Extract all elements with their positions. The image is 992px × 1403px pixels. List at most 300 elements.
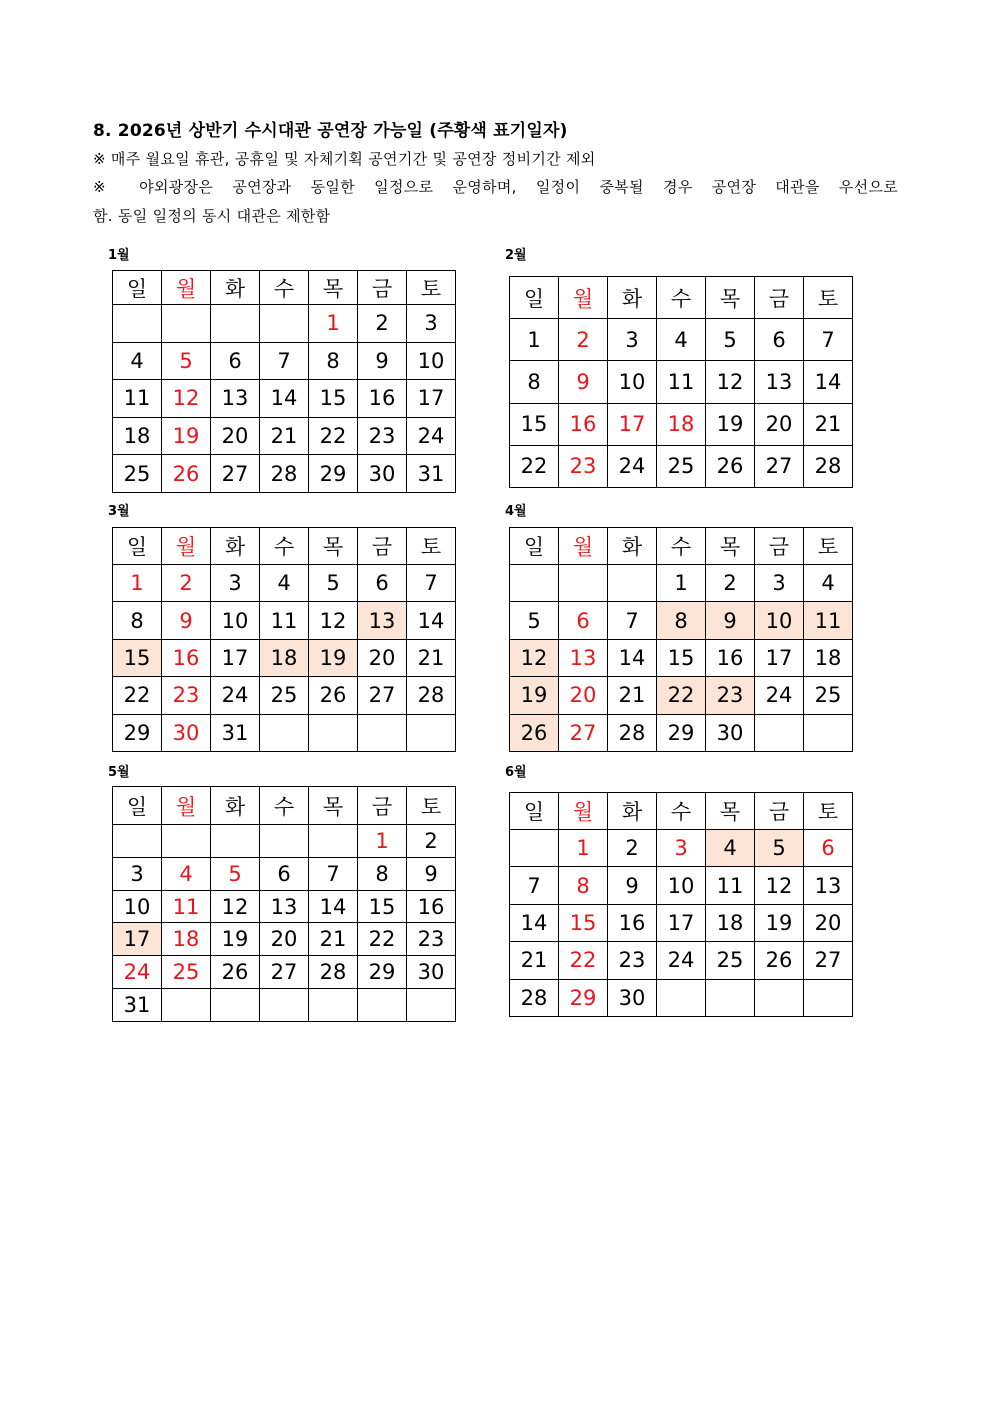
day-cell: 5 — [510, 602, 559, 639]
calendar-may — [112, 786, 456, 1022]
day-cell: 31 — [407, 455, 456, 493]
day-cell: 7 — [510, 867, 559, 904]
day-cell: 26 — [706, 445, 755, 487]
day-cell: 7 — [260, 342, 309, 380]
day-cell: 16 — [559, 403, 608, 445]
day-cell: 24 — [211, 677, 260, 714]
empty-day-cell — [358, 714, 407, 751]
calendar-jan — [112, 270, 456, 493]
empty-day-cell — [309, 825, 358, 858]
weekday-header: 목 — [309, 528, 358, 565]
day-cell: 28 — [407, 677, 456, 714]
day-cell: 16 — [358, 380, 407, 418]
week-row — [510, 677, 853, 714]
empty-day-cell — [608, 565, 657, 602]
calendar-apr — [509, 527, 853, 752]
weekday-header-row — [510, 528, 853, 565]
day-cell: 23 — [407, 923, 456, 956]
day-cell: 22 — [309, 417, 358, 455]
day-cell: 12 — [706, 361, 755, 403]
day-cell: 26 — [510, 714, 559, 751]
day-cell: 20 — [358, 639, 407, 676]
week-row — [510, 602, 853, 639]
day-cell: 17 — [113, 923, 162, 956]
day-cell: 4 — [113, 342, 162, 380]
weekday-header: 월 — [559, 277, 608, 319]
day-cell: 21 — [608, 677, 657, 714]
empty-day-cell — [657, 979, 706, 1016]
weekday-header: 수 — [657, 528, 706, 565]
weekday-header: 일 — [510, 277, 559, 319]
weekday-header: 수 — [657, 793, 706, 830]
day-cell: 24 — [657, 942, 706, 979]
day-cell: 16 — [407, 890, 456, 923]
day-cell: 11 — [113, 380, 162, 418]
day-cell: 24 — [755, 677, 804, 714]
weekday-header: 금 — [358, 271, 407, 305]
week-row — [510, 445, 853, 487]
day-cell: 1 — [657, 565, 706, 602]
day-cell: 25 — [113, 455, 162, 493]
day-cell: 4 — [162, 857, 211, 890]
day-cell: 22 — [657, 677, 706, 714]
week-row — [113, 417, 456, 455]
weekday-header: 월 — [162, 528, 211, 565]
day-cell: 16 — [162, 639, 211, 676]
day-cell: 18 — [113, 417, 162, 455]
day-cell: 7 — [407, 565, 456, 602]
day-cell: 30 — [358, 455, 407, 493]
day-cell: 7 — [608, 602, 657, 639]
weekday-header: 일 — [510, 528, 559, 565]
day-cell: 4 — [260, 565, 309, 602]
weekday-header: 화 — [608, 528, 657, 565]
week-row — [510, 942, 853, 979]
day-cell: 13 — [260, 890, 309, 923]
day-cell: 14 — [407, 602, 456, 639]
week-row — [510, 904, 853, 941]
empty-day-cell — [211, 305, 260, 343]
day-cell: 12 — [510, 639, 559, 676]
day-cell: 1 — [510, 319, 559, 361]
day-cell: 24 — [608, 445, 657, 487]
weekday-header: 목 — [309, 271, 358, 305]
day-cell: 17 — [755, 639, 804, 676]
month-label-mar: 3월 — [108, 504, 130, 519]
day-cell: 11 — [706, 867, 755, 904]
weekday-header: 일 — [113, 528, 162, 565]
empty-day-cell — [260, 989, 309, 1022]
day-cell: 4 — [804, 565, 853, 602]
weekday-header: 수 — [657, 277, 706, 319]
day-cell: 15 — [309, 380, 358, 418]
day-cell: 28 — [510, 979, 559, 1016]
day-cell: 5 — [162, 342, 211, 380]
day-cell: 8 — [559, 867, 608, 904]
day-cell: 21 — [407, 639, 456, 676]
month-label-may: 5월 — [108, 765, 130, 780]
weekday-header-row — [510, 793, 853, 830]
weekday-header: 토 — [407, 271, 456, 305]
day-cell: 14 — [804, 361, 853, 403]
week-row — [113, 923, 456, 956]
day-cell: 7 — [804, 319, 853, 361]
weekday-header: 목 — [706, 277, 755, 319]
weekday-header: 월 — [559, 528, 608, 565]
week-row — [113, 380, 456, 418]
day-cell: 25 — [804, 677, 853, 714]
day-cell: 19 — [309, 639, 358, 676]
month-label-jun: 6월 — [505, 765, 527, 780]
day-cell: 2 — [706, 565, 755, 602]
weekday-header: 토 — [804, 277, 853, 319]
day-cell: 12 — [162, 380, 211, 418]
empty-day-cell — [407, 989, 456, 1022]
day-cell: 30 — [407, 956, 456, 989]
day-cell: 20 — [755, 403, 804, 445]
day-cell: 3 — [755, 565, 804, 602]
day-cell: 13 — [559, 639, 608, 676]
day-cell: 19 — [755, 904, 804, 941]
day-cell: 30 — [706, 714, 755, 751]
day-cell: 23 — [608, 942, 657, 979]
day-cell: 9 — [358, 342, 407, 380]
calendar-jun — [509, 792, 853, 1017]
weekday-header: 금 — [358, 528, 407, 565]
day-cell: 8 — [113, 602, 162, 639]
day-cell: 21 — [510, 942, 559, 979]
weekday-header: 일 — [113, 271, 162, 305]
day-cell: 22 — [510, 445, 559, 487]
week-row — [113, 989, 456, 1022]
day-cell: 6 — [211, 342, 260, 380]
weekday-header-row — [113, 787, 456, 825]
day-cell: 17 — [211, 639, 260, 676]
weekday-header: 금 — [755, 528, 804, 565]
day-cell: 5 — [755, 830, 804, 867]
week-row — [113, 890, 456, 923]
week-row — [510, 565, 853, 602]
day-cell: 5 — [309, 565, 358, 602]
weekday-header: 수 — [260, 271, 309, 305]
empty-day-cell — [804, 714, 853, 751]
empty-day-cell — [510, 830, 559, 867]
empty-day-cell — [358, 989, 407, 1022]
day-cell: 4 — [657, 319, 706, 361]
empty-day-cell — [211, 825, 260, 858]
day-cell: 28 — [804, 445, 853, 487]
day-cell: 18 — [706, 904, 755, 941]
day-cell: 3 — [113, 857, 162, 890]
empty-day-cell — [113, 305, 162, 343]
day-cell: 29 — [559, 979, 608, 1016]
day-cell: 26 — [162, 455, 211, 493]
weekday-header: 금 — [358, 787, 407, 825]
week-row — [510, 979, 853, 1016]
day-cell: 18 — [657, 403, 706, 445]
day-cell: 15 — [657, 639, 706, 676]
day-cell: 15 — [559, 904, 608, 941]
week-row — [113, 565, 456, 602]
weekday-header: 목 — [706, 528, 755, 565]
day-cell: 11 — [260, 602, 309, 639]
weekday-header: 일 — [510, 793, 559, 830]
week-row — [510, 319, 853, 361]
day-cell: 23 — [162, 677, 211, 714]
day-cell: 9 — [608, 867, 657, 904]
day-cell: 27 — [358, 677, 407, 714]
weekday-header: 월 — [162, 787, 211, 825]
empty-day-cell — [162, 989, 211, 1022]
day-cell: 27 — [804, 942, 853, 979]
day-cell: 10 — [657, 867, 706, 904]
day-cell: 14 — [309, 890, 358, 923]
day-cell: 6 — [755, 319, 804, 361]
week-row — [113, 305, 456, 343]
weekday-header: 일 — [113, 787, 162, 825]
week-row — [113, 602, 456, 639]
day-cell: 18 — [804, 639, 853, 676]
day-cell: 27 — [559, 714, 608, 751]
day-cell: 1 — [559, 830, 608, 867]
day-cell: 5 — [706, 319, 755, 361]
day-cell: 24 — [407, 417, 456, 455]
day-cell: 6 — [260, 857, 309, 890]
day-cell: 29 — [657, 714, 706, 751]
empty-day-cell — [510, 565, 559, 602]
day-cell: 29 — [358, 956, 407, 989]
day-cell: 1 — [358, 825, 407, 858]
day-cell: 2 — [358, 305, 407, 343]
weekday-header: 금 — [755, 277, 804, 319]
weekday-header: 토 — [804, 528, 853, 565]
day-cell: 9 — [706, 602, 755, 639]
day-cell: 8 — [657, 602, 706, 639]
day-cell: 13 — [358, 602, 407, 639]
week-row — [510, 639, 853, 676]
empty-day-cell — [260, 714, 309, 751]
day-cell: 12 — [211, 890, 260, 923]
day-cell: 13 — [211, 380, 260, 418]
day-cell: 6 — [358, 565, 407, 602]
day-cell: 30 — [608, 979, 657, 1016]
day-cell: 10 — [407, 342, 456, 380]
day-cell: 10 — [755, 602, 804, 639]
empty-day-cell — [309, 989, 358, 1022]
day-cell: 2 — [407, 825, 456, 858]
day-cell: 22 — [559, 942, 608, 979]
empty-day-cell — [113, 825, 162, 858]
empty-day-cell — [260, 305, 309, 343]
day-cell: 9 — [162, 602, 211, 639]
day-cell: 10 — [113, 890, 162, 923]
day-cell: 28 — [309, 956, 358, 989]
note-line-3: 함. 동일 일정의 동시 대관은 제한함 — [93, 207, 331, 225]
day-cell: 8 — [358, 857, 407, 890]
week-row — [510, 830, 853, 867]
empty-day-cell — [162, 305, 211, 343]
day-cell: 11 — [162, 890, 211, 923]
week-row — [113, 825, 456, 858]
empty-day-cell — [260, 825, 309, 858]
day-cell: 4 — [706, 830, 755, 867]
day-cell: 13 — [804, 867, 853, 904]
weekday-header: 금 — [755, 793, 804, 830]
day-cell: 27 — [755, 445, 804, 487]
day-cell: 15 — [113, 639, 162, 676]
day-cell: 9 — [559, 361, 608, 403]
week-row — [113, 639, 456, 676]
day-cell: 2 — [162, 565, 211, 602]
empty-day-cell — [407, 714, 456, 751]
week-row — [113, 677, 456, 714]
empty-day-cell — [755, 979, 804, 1016]
day-cell: 26 — [309, 677, 358, 714]
page-heading: 8. 2026년 상반기 수시대관 공연장 가능일 (주황색 표기일자) — [93, 121, 568, 141]
day-cell: 6 — [804, 830, 853, 867]
weekday-header: 목 — [706, 793, 755, 830]
weekday-header: 토 — [407, 787, 456, 825]
day-cell: 31 — [211, 714, 260, 751]
day-cell: 27 — [260, 956, 309, 989]
weekday-header-row — [113, 271, 456, 305]
day-cell: 8 — [309, 342, 358, 380]
day-cell: 21 — [804, 403, 853, 445]
day-cell: 11 — [804, 602, 853, 639]
month-label-feb: 2월 — [505, 248, 527, 263]
day-cell: 11 — [657, 361, 706, 403]
weekday-header: 수 — [260, 528, 309, 565]
day-cell: 10 — [211, 602, 260, 639]
day-cell: 23 — [706, 677, 755, 714]
week-row — [113, 956, 456, 989]
day-cell: 10 — [608, 361, 657, 403]
empty-day-cell — [804, 979, 853, 1016]
day-cell: 1 — [113, 565, 162, 602]
day-cell: 2 — [608, 830, 657, 867]
day-cell: 12 — [309, 602, 358, 639]
day-cell: 20 — [211, 417, 260, 455]
day-cell: 8 — [510, 361, 559, 403]
empty-day-cell — [559, 565, 608, 602]
weekday-header-row — [510, 277, 853, 319]
weekday-header: 화 — [211, 271, 260, 305]
weekday-header: 월 — [162, 271, 211, 305]
day-cell: 27 — [211, 455, 260, 493]
day-cell: 20 — [804, 904, 853, 941]
month-label-jan: 1월 — [108, 248, 130, 263]
day-cell: 23 — [358, 417, 407, 455]
day-cell: 18 — [162, 923, 211, 956]
day-cell: 16 — [706, 639, 755, 676]
day-cell: 29 — [113, 714, 162, 751]
week-row — [113, 714, 456, 751]
day-cell: 17 — [657, 904, 706, 941]
weekday-header: 수 — [260, 787, 309, 825]
day-cell: 16 — [608, 904, 657, 941]
empty-day-cell — [309, 714, 358, 751]
week-row — [113, 857, 456, 890]
day-cell: 18 — [260, 639, 309, 676]
day-cell: 26 — [211, 956, 260, 989]
day-cell: 3 — [608, 319, 657, 361]
note-line-1: ※ 매주 월요일 휴관, 공휴일 및 자체기획 공연기간 및 공연장 정비기간 제외 — [93, 150, 596, 168]
weekday-header: 토 — [407, 528, 456, 565]
day-cell: 29 — [309, 455, 358, 493]
day-cell: 22 — [358, 923, 407, 956]
day-cell: 26 — [755, 942, 804, 979]
day-cell: 9 — [407, 857, 456, 890]
week-row — [510, 714, 853, 751]
week-row — [510, 867, 853, 904]
day-cell: 20 — [559, 677, 608, 714]
day-cell: 21 — [309, 923, 358, 956]
weekday-header: 화 — [211, 528, 260, 565]
day-cell: 2 — [559, 319, 608, 361]
weekday-header: 토 — [804, 793, 853, 830]
day-cell: 20 — [260, 923, 309, 956]
empty-day-cell — [211, 989, 260, 1022]
day-cell: 3 — [407, 305, 456, 343]
weekday-header: 화 — [608, 277, 657, 319]
day-cell: 7 — [309, 857, 358, 890]
day-cell: 28 — [608, 714, 657, 751]
weekday-header: 화 — [608, 793, 657, 830]
day-cell: 12 — [755, 867, 804, 904]
week-row — [113, 342, 456, 380]
weekday-header: 월 — [559, 793, 608, 830]
week-row — [113, 455, 456, 493]
day-cell: 17 — [608, 403, 657, 445]
month-label-apr: 4월 — [505, 504, 527, 519]
day-cell: 19 — [706, 403, 755, 445]
day-cell: 28 — [260, 455, 309, 493]
day-cell: 14 — [608, 639, 657, 676]
day-cell: 15 — [358, 890, 407, 923]
day-cell: 6 — [559, 602, 608, 639]
day-cell: 19 — [510, 677, 559, 714]
day-cell: 25 — [706, 942, 755, 979]
day-cell: 25 — [162, 956, 211, 989]
calendar-mar — [112, 527, 456, 752]
day-cell: 25 — [657, 445, 706, 487]
day-cell: 3 — [211, 565, 260, 602]
day-cell: 5 — [211, 857, 260, 890]
day-cell: 14 — [260, 380, 309, 418]
note-line-2: ※ 야외광장은 공연장과 동일한 일정으로 운영하며, 일정이 중복될 경우 공연장 대관을 우선으로 — [93, 178, 898, 196]
weekday-header-row — [113, 528, 456, 565]
day-cell: 17 — [407, 380, 456, 418]
calendar-feb — [509, 276, 853, 488]
weekday-header: 목 — [309, 787, 358, 825]
empty-day-cell — [755, 714, 804, 751]
empty-day-cell — [706, 979, 755, 1016]
day-cell: 3 — [657, 830, 706, 867]
week-row — [510, 361, 853, 403]
day-cell: 22 — [113, 677, 162, 714]
day-cell: 24 — [113, 956, 162, 989]
day-cell: 19 — [211, 923, 260, 956]
week-row — [510, 403, 853, 445]
day-cell: 30 — [162, 714, 211, 751]
empty-day-cell — [162, 825, 211, 858]
day-cell: 15 — [510, 403, 559, 445]
day-cell: 23 — [559, 445, 608, 487]
day-cell: 31 — [113, 989, 162, 1022]
weekday-header: 화 — [211, 787, 260, 825]
day-cell: 1 — [309, 305, 358, 343]
day-cell: 14 — [510, 904, 559, 941]
